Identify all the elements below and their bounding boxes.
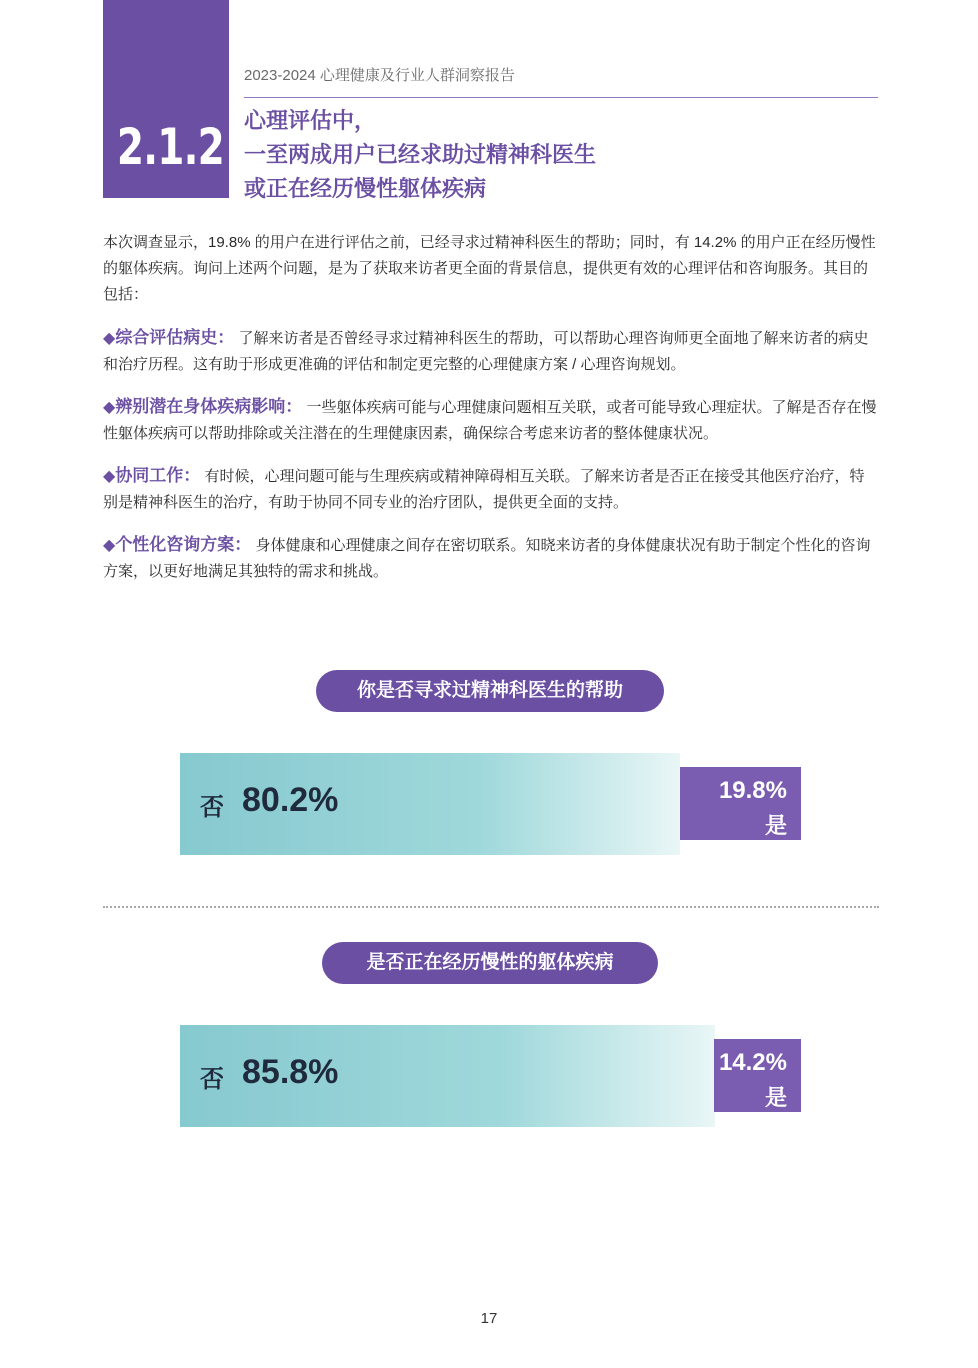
bullet-term: 协同工作： (115, 466, 201, 485)
report-title: 2023-2024 心理健康及行业人群洞察报告 (244, 67, 515, 84)
bullet-item (103, 532, 879, 585)
bullet-item (103, 463, 879, 516)
bullet-term: 辨别潜在身体疾病影响： (115, 397, 303, 416)
bullet-text: 了解来访者是否曾经寻求过精神科医生的帮助，可以帮助心理咨询师更全面地了解来访者的病史和治疗历程。这有助于形成更准确的评估和制定更完整的心理健康方案 / 心理咨询规划。 (103, 330, 869, 373)
headline-line: 或正在经历慢性躯体疾病 (244, 176, 487, 201)
category-label: 是 (764, 1085, 787, 1110)
dotted-divider (103, 906, 879, 908)
diamond-icon: ◆ (103, 537, 116, 554)
bullet-term: 综合评估病史： (115, 328, 235, 347)
headline-line: 心理评估中， (244, 108, 377, 133)
section-number: 2.1.2 (116, 118, 225, 176)
bullet-item (103, 325, 879, 378)
chart-title: 你是否寻求过精神科医生的帮助 (316, 670, 664, 712)
bar-no (180, 1025, 715, 1127)
value-label: 19.8% (718, 777, 787, 804)
diamond-icon: ◆ (103, 330, 116, 347)
page-number: 17 (480, 1310, 498, 1327)
category-label: 否 (200, 794, 224, 821)
value-label: 80.2% (242, 781, 339, 819)
bullet-item (103, 394, 879, 447)
diamond-icon: ◆ (103, 399, 116, 416)
bullet-text: 身体健康和心理健康之间存在密切联系。知晓来访者的身体健康状况有助于制定个性化的咨询方案，以更好地满足其独特的需求和挑战。 (103, 537, 871, 580)
section-number-block (103, 0, 229, 198)
bar-no (180, 753, 680, 855)
category-label: 否 (200, 1066, 224, 1093)
headline-line: 一至两成用户已经求助过精神科医生 (244, 142, 597, 167)
bar-yes (680, 767, 801, 840)
bullet-text: 一些躯体疾病可能与心理健康问题相互关联，或者可能导致心理症状。了解是否存在慢性躯体疾病可以帮助排除或关注潜在的生理健康因素，确保综合考虑来访者的整体健康状况。 (103, 399, 877, 442)
chart-title: 是否正在经历慢性的躯体疾病 (322, 942, 658, 984)
section-headline (244, 104, 596, 206)
bar-yes (714, 1039, 801, 1112)
value-label: 85.8% (242, 1053, 339, 1091)
category-label: 是 (764, 813, 787, 838)
value-label: 14.2% (718, 1049, 787, 1076)
intro-paragraph: 本次调查显示，19.8% 的用户在进行评估之前，已经寻求过精神科医生的帮助；同时，有 14.2% 的用户正在经历慢性的躯体疾病。询问上述两个问题，是为了获取来访者更全面的背景信息，提供更有效的心理评估和咨询服务。其目的包括： (103, 234, 876, 303)
bullet-text: 有时候，心理问题可能与生理疾病或精神障碍相互关联。了解来访者是否正在接受其他医疗治疗，特别是精神科医生的治疗，有助于协同不同专业的治疗团队，提供更全面的支持。 (103, 468, 865, 511)
bullet-term: 个性化咨询方案： (115, 535, 252, 554)
diamond-icon: ◆ (103, 468, 116, 485)
header-divider (244, 97, 878, 98)
